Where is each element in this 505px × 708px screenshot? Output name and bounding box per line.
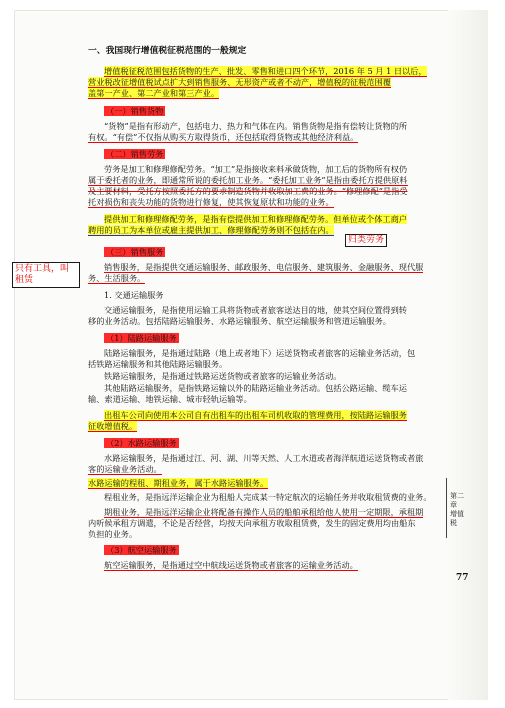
subheading-water: （2）水路运输服务 [106, 438, 177, 448]
text-line: 输、索道运输、地铁运输、城市轻轨运输等。 [88, 394, 252, 404]
text-line: 客的运输业务活动。 [88, 464, 162, 474]
text-line: 陆路运输服务，是指通过陆路（地上或者地下）运送货物或者旅客的运输业务活动，包 [104, 348, 416, 358]
handwritten-box-note: 归类劳务 [345, 234, 387, 247]
text-line: 务、生活服务。 [88, 273, 146, 283]
text-line: 聘用的员工为本单位或雇主提供加工、修理修配劳务则不包括在内。 [88, 225, 334, 235]
text-line: 程租业务，是指远洋运输企业为租船人完成某一特定航次的运输任务并收取租赁费的业务。 [104, 492, 432, 502]
text-line: 交通运输服务，是指使用运输工具将货物或者旅客送达目的地，使其空间位置得到转 [104, 305, 407, 315]
text-line: 1. 交通运输服务 [104, 290, 164, 300]
text-line: 销售服务，是指提供交通运输服务、邮政服务、电信服务、建筑服务、金融服务、现代服 [104, 262, 424, 272]
text-line: 期租业务，是指远洋运输企业将配备有操作人员的船舶承租给他人使用一定期限，承租期 [104, 507, 424, 517]
text-line: 括铁路运输服务和其他陆路运输服务。 [88, 359, 228, 369]
subheading-services: （三）销售服务 [106, 247, 164, 257]
text-line: 增值税征税范围包括货物的生产、批发、零售和进口四个环节，2016 年 5 月 1 日以后， [104, 66, 427, 76]
page-fold-shadow [448, 10, 488, 700]
text-line: 营业税改征增值税试点扩大到销售服务、无形资产或者不动产，增值税的征税范围覆 [88, 77, 391, 87]
section-heading: 一、我国现行增值税征税范围的一般规定 [88, 46, 247, 56]
text-line: 属于委托者的业务，即通常所说的委托加工业务。“委托加工业务”是指由委托方提供原料 [88, 175, 408, 185]
chapter-divider [446, 478, 447, 538]
text-line: 移的业务活动。包括陆路运输服务、水路运输服务、航空运输服务和管道运输服务。 [88, 316, 391, 326]
handwritten-side-note: 只有工具，叫租赁 [12, 262, 80, 288]
text-line: 水路运输的程租、期租业务，属于水路运输服务。 [88, 478, 269, 488]
subheading-goods: （一）销售货物 [106, 106, 164, 116]
text-line: 劳务是加工和修理修配劳务。“加工”是指接收来料承做货物，加工后的货物所有权仍 [104, 164, 408, 174]
subheading-air: （3）航空运输服务 [106, 545, 177, 555]
text-line: 航空运输服务，是指通过空中航线运送货物或者旅客的运输业务活动。 [104, 560, 358, 570]
text-line: 征收增值税。 [88, 421, 138, 431]
text-line: 有权。“有偿”不仅指从购买方取得货币，还包括取得货物或其他经济利益。 [88, 132, 359, 142]
text-line: 铁路运输服务，是指通过铁路运送货物或者旅客的运输业务活动。 [104, 371, 342, 381]
chapter-sidebar: 第二章 增值税 [450, 492, 464, 527]
text-line: 盖第一产业、第二产业和第三产业。 [88, 88, 220, 98]
text-line: 托对损伤和丧失功能的货物进行修复，使其恢复原状和功能的业务。 [88, 197, 334, 207]
subheading-land: （1）陆路运输服务 [106, 333, 177, 343]
text-line: 提供加工和修理修配劳务，是指有偿提供加工和修理修配劳务。但单位或个体工商户 [104, 214, 407, 224]
subheading-labor: （二）销售劳务 [106, 149, 164, 159]
text-line: 水路运输服务，是指通过江、河、湖、川等天然、人工水道或者海洋航道运送货物或者旅 [104, 453, 424, 463]
text-line: 负担的业务。 [88, 529, 138, 539]
text-line: 及主要材料，受托方按照委托方的要求制造货物并收取加工费的业务。“修理修配”是指受 [88, 186, 408, 196]
text-line: 内听候承租方调遣，不论是否经营，均按天向承租方收取租赁费，发生的固定费用均由船东 [88, 518, 416, 528]
text-line: “货物”是指有形动产，包括电力、热力和气体在内。销售货物是指有偿转让货物的所 [104, 121, 408, 131]
text-line: 出租车公司向使用本公司自有出租车的出租车司机收取的管理费用，按陆路运输服务 [104, 410, 407, 420]
page-number: 77 [456, 573, 469, 583]
text-line: 其他陆路运输服务，是指铁路运输以外的陆路运输业务活动。包括公路运输、缆车运 [104, 383, 407, 393]
